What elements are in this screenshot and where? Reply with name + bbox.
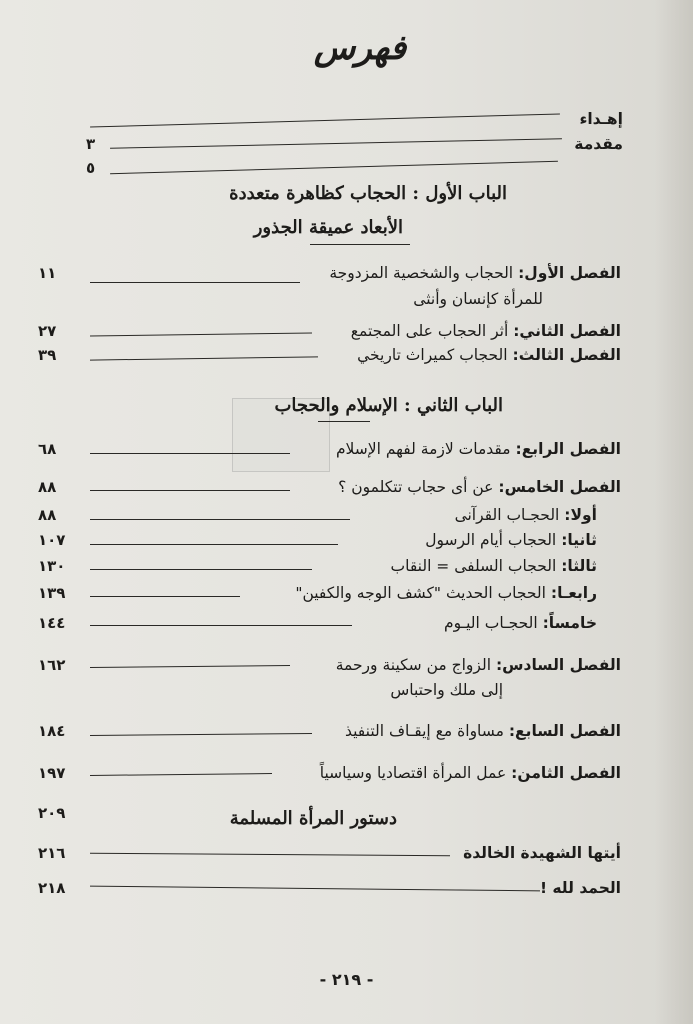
leader-line bbox=[90, 332, 312, 336]
subheading-underline bbox=[310, 244, 410, 245]
leader-line bbox=[90, 519, 350, 520]
leader-line bbox=[90, 113, 560, 127]
toc-entry: أيتها الشهيدة الخالدة ٢١٦ bbox=[38, 844, 621, 862]
toc-entry: الفصل الثالث: الحجاب كميراث تاريخي ٣٩ bbox=[38, 346, 621, 364]
page-number: - ٢١٩ - bbox=[319, 970, 374, 989]
toc-entry: الفصل الخامس: عن أى حجاب تتكلمون ؟ ٨٨ bbox=[38, 478, 621, 496]
toc-entry-intro: مقدمة ٣ bbox=[86, 135, 623, 153]
leader-line bbox=[90, 853, 450, 857]
heading-underline bbox=[318, 421, 370, 422]
leader-line bbox=[90, 773, 272, 776]
part1-heading: الباب الأول : الحجاب كظاهرة متعددة bbox=[229, 183, 507, 204]
toc-entry: ثالثا: الحجاب السلفى = النقاب ١٣٠ bbox=[38, 557, 597, 575]
toc-entry: الفصل الثاني: أثر الحجاب على المجتمع ٢٧ bbox=[38, 322, 621, 340]
toc-entry: أولا: الحجـاب القرآنى ٨٨ bbox=[38, 506, 597, 524]
leader-line bbox=[90, 490, 290, 491]
toc-entry: ثانيا: الحجاب أيام الرسول ١٠٧ bbox=[38, 531, 597, 549]
leader-line bbox=[110, 138, 562, 148]
leader-line bbox=[90, 733, 312, 736]
leader-line bbox=[90, 356, 318, 360]
leader-line bbox=[90, 625, 352, 626]
toc-entry: الفصل السادس: الزواج من سكينة ورحمة ١٦٢ bbox=[38, 656, 621, 674]
leader-line bbox=[110, 161, 558, 175]
leader-line bbox=[90, 665, 290, 668]
toc-entry: الفصل الرابع: مقدمات لازمة لفهم الإسلام ٦٨ bbox=[38, 440, 621, 458]
toc-entry: رابعـا: الحجاب الحديث "كشف الوجه والكفين" ١٣٩ bbox=[38, 584, 597, 602]
page-title: فهرس bbox=[313, 28, 407, 68]
toc-entry: الحمد لله ! ٢١٨ bbox=[38, 879, 621, 897]
leader-line bbox=[90, 453, 290, 454]
toc-entry-continuation: إلى ملك واحتباس bbox=[390, 681, 503, 699]
leader-line bbox=[90, 282, 300, 283]
toc-entry-constitution: ٢٠٩ bbox=[38, 804, 66, 822]
leader-line bbox=[90, 569, 312, 570]
leader-line bbox=[90, 596, 240, 597]
toc-entry-5: ٥ bbox=[0, 155, 693, 185]
toc-entry: الفصل السابع: مساواة مع إيقـاف التنفيذ ١٨٤ bbox=[38, 722, 621, 740]
part1-subheading: الأبعاد عميقة الجذور bbox=[253, 217, 403, 238]
back-heading: دستور المرأة المسلمة bbox=[229, 808, 397, 829]
toc-entry: الفصل الأول: الحجاب والشخصية المزدوجة ١١ bbox=[38, 264, 621, 282]
part2-heading: الباب الثاني : الإسلام والحجاب bbox=[274, 395, 503, 416]
leader-line bbox=[90, 886, 540, 892]
toc-entry-dedication: إهـداء bbox=[0, 106, 693, 136]
leader-line bbox=[90, 544, 338, 545]
toc-entry: الفصل الثامن: عمل المرأة اقتصاديا وسياسياً ١٩٧ bbox=[38, 764, 621, 782]
toc-entry-continuation: للمرأة كإنسان وأنثى bbox=[413, 290, 543, 308]
toc-entry: خامساً: الحجـاب اليـوم ١٤٤ bbox=[38, 614, 597, 632]
